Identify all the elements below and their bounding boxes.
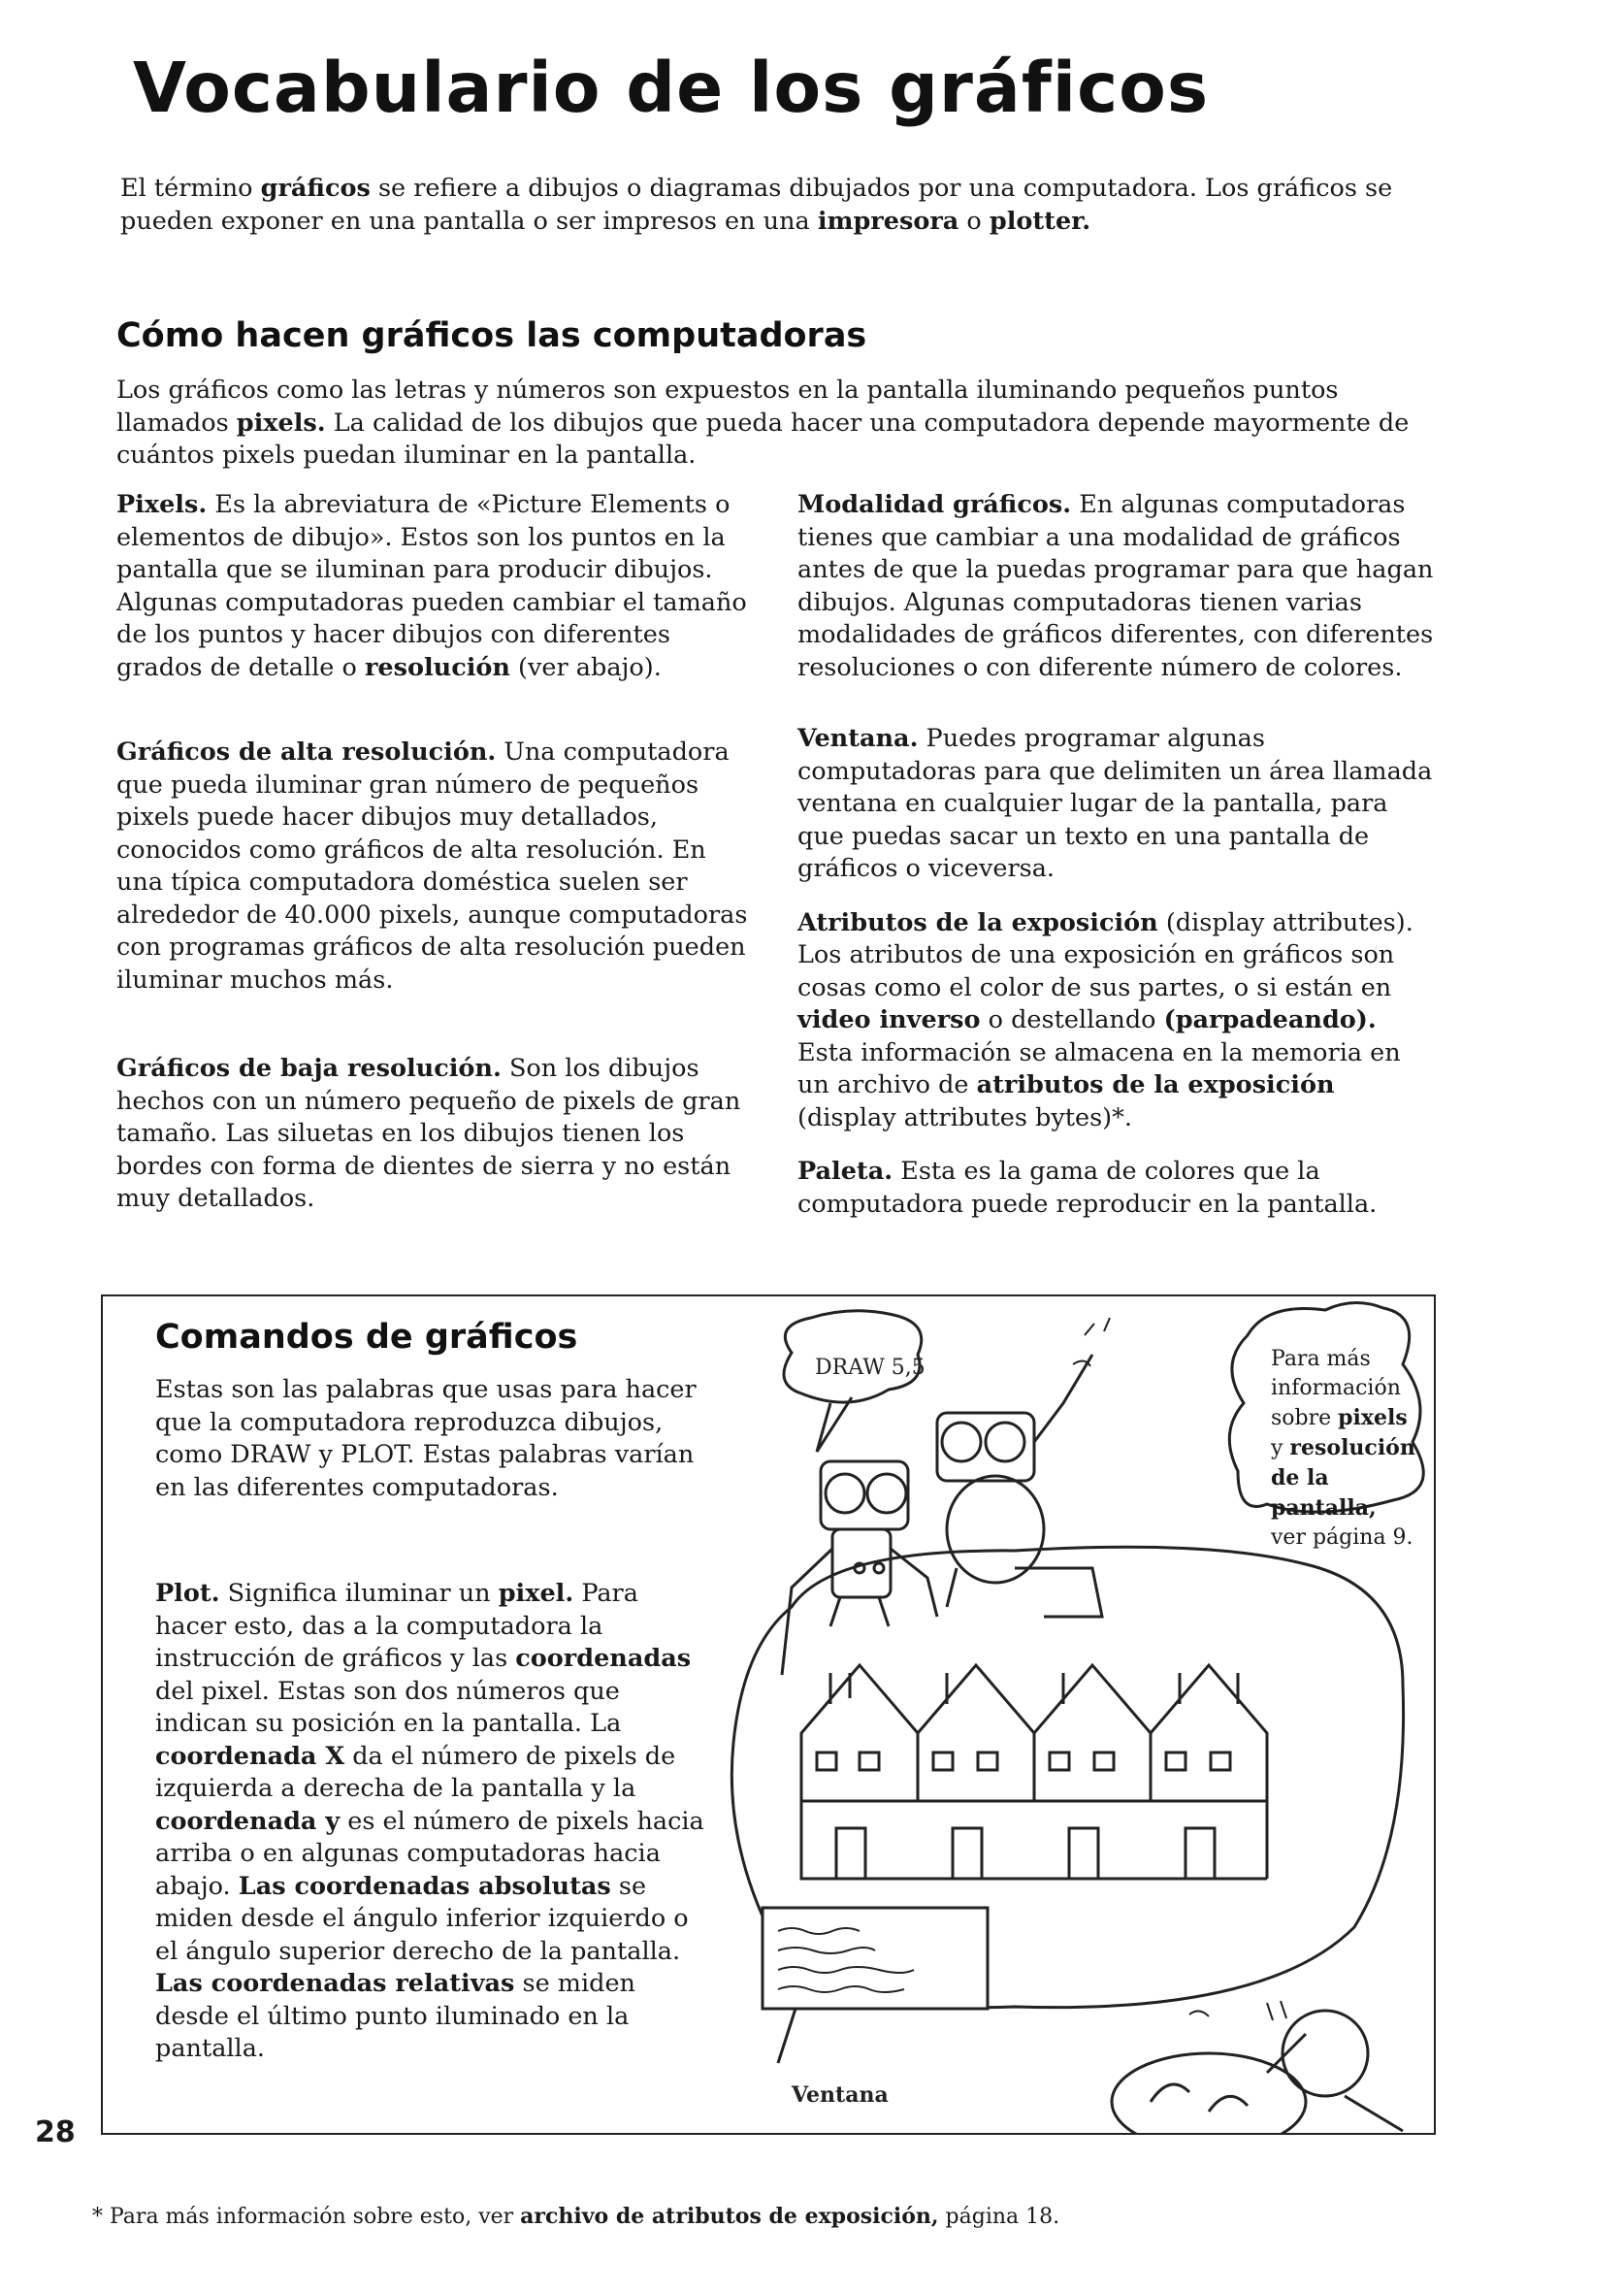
text-run: y bbox=[1271, 1436, 1290, 1460]
text-run: Es la abreviatura de «Picture Elements o elementos de dibujo». Estos son los puntos en la pantalla que se iluminan para producir dibujos. Algunas computadoras pueden cambiar el tamaño de los puntos y hacer dibujos con diferentes grados de detalle o bbox=[116, 490, 747, 682]
text-run: del pixel. Estas son dos números que indican su posición en la pantalla. La bbox=[155, 1676, 622, 1738]
text-run: coordenada X bbox=[155, 1741, 345, 1771]
text-run: Esta es la gama de colores que la computadora puede reproducir en la pantalla. bbox=[797, 1157, 1378, 1219]
footnote bbox=[92, 2201, 1059, 2234]
term-palette bbox=[797, 1156, 1438, 1221]
text-run: Las coordenadas relativas bbox=[155, 1969, 515, 1998]
text-run: La calidad de los dibujos que pueda hacer una computadora depende mayormente de cuántos pixels puedan iluminar en la pantalla. bbox=[116, 408, 1410, 470]
text-run: Atributos de la exposición bbox=[797, 907, 1158, 937]
houses-drawing bbox=[801, 1665, 1267, 1879]
box-heading: Comandos de gráficos bbox=[155, 1318, 578, 1357]
text-run: (display attributes). Los atributos de una exposición en gráficos son cosas como el color de sus partes, o si están en bbox=[797, 907, 1413, 1002]
text-run: (display attributes bytes)*. bbox=[797, 1102, 1132, 1132]
text-run: archivo de atributos de exposición, bbox=[520, 2204, 939, 2229]
text-run: resolución de la pantalla, bbox=[1271, 1435, 1415, 1521]
speech-draw-text: DRAW 5,5 bbox=[815, 1356, 926, 1380]
term-pixels bbox=[116, 489, 757, 684]
text-run: (parpadeando). bbox=[1163, 1005, 1377, 1034]
text-run: video inverso bbox=[797, 1005, 981, 1034]
graphics-commands-box bbox=[101, 1294, 1436, 2135]
term-low-resolution bbox=[116, 1053, 757, 1216]
text-run: Los gráficos como las letras y números son expuestos en la pantalla iluminando pequeños puntos llamados bbox=[116, 376, 1339, 438]
section-heading-how-computers-make-graphics: Cómo hacen gráficos las computadoras bbox=[116, 316, 867, 355]
text-run: se miden desde el último punto iluminado en la pantalla. bbox=[155, 1969, 635, 2063]
text-run: Las coordenadas absolutas bbox=[238, 1871, 611, 1901]
text-run: Para más información sobre bbox=[1271, 1347, 1401, 1430]
term-graphics-mode bbox=[797, 489, 1438, 684]
text-run: Paleta. bbox=[797, 1157, 893, 1186]
info-bubble-text bbox=[1271, 1345, 1416, 1553]
text-run: Gráficos de alta resolución. bbox=[116, 737, 497, 767]
left-column bbox=[116, 489, 757, 1216]
text-run: o destellando bbox=[980, 1005, 1164, 1034]
text-run: Para hacer esto, das a la computadora la instrucción de gráficos y las bbox=[155, 1579, 638, 1673]
text-run: pixel. bbox=[498, 1579, 574, 1608]
text-run: se refiere a dibujos o diagramas dibujados por una computadora. Los gráficos se pueden exponer en una pantalla o ser impresos en una bbox=[120, 174, 1393, 236]
right-column bbox=[797, 489, 1438, 1221]
text-run: Gráficos de baja resolución. bbox=[116, 1054, 502, 1083]
window-area bbox=[763, 1908, 988, 2009]
text-run: coordenada y bbox=[155, 1806, 341, 1836]
window-label: Ventana bbox=[792, 2082, 889, 2108]
painter-figure bbox=[1112, 2011, 1403, 2133]
text-run: Ventana. bbox=[797, 724, 919, 753]
text-run: plotter. bbox=[989, 206, 1091, 236]
robot-right bbox=[937, 1355, 1102, 1617]
text-run: En algunas computadoras tienes que cambiar a una modalidad de gráficos antes de que la puedas programar para que hagan dibujos. Algunas computadoras tienen varias modalidades de gráficos diferentes, con diferentes resoluciones o con diferente número de colores. bbox=[797, 490, 1434, 682]
text-run: impresora bbox=[817, 206, 959, 236]
text-run: Estas son las palabras que usas para hacer que la computadora reproduzca dibujos, como DRAW y PLOT. Estas palabras varían en las diferentes computadoras. bbox=[155, 1375, 697, 1502]
text-run: ver página 9. bbox=[1271, 1525, 1413, 1550]
text-run: pixels bbox=[1338, 1405, 1408, 1430]
text-run: se miden desde el ángulo inferior izquierdo o el ángulo superior derecho de la pantalla. bbox=[155, 1871, 689, 1966]
term-high-resolution bbox=[116, 737, 757, 997]
page-number: 28 bbox=[35, 2115, 76, 2149]
text-run: coordenadas bbox=[515, 1644, 692, 1673]
section-intro-text bbox=[116, 375, 1436, 473]
text-run: atributos de la exposición bbox=[976, 1070, 1335, 1099]
intro-paragraph bbox=[120, 173, 1420, 238]
text-run: gráficos bbox=[260, 174, 371, 203]
text-run: Puedes programar algunas computadoras para que delimiten un área llamada ventana en cualquier lugar de la pantalla, para que puedas sacar un texto en una pantalla de gráficos o viceversa. bbox=[797, 724, 1433, 883]
term-window bbox=[797, 723, 1438, 886]
page-title: Vocabulario de los gráficos bbox=[133, 48, 1210, 128]
text-run: da el número de pixels de izquierda a derecha de la pantalla y la bbox=[155, 1741, 676, 1803]
text-run: resolución bbox=[364, 652, 510, 682]
text-run: * Para más información sobre esto, ver bbox=[92, 2205, 521, 2229]
text-run: Significa iluminar un bbox=[219, 1579, 499, 1608]
text-run: Son los dibujos hechos con un número pequeño de pixels de gran tamaño. Las siluetas en los dibujos tienen los bordes con forma de dientes de sierra y no están muy detallados. bbox=[116, 1054, 741, 1213]
text-run: pixels. bbox=[236, 408, 326, 438]
text-run: El término bbox=[120, 174, 261, 203]
text-run: o bbox=[958, 206, 990, 236]
robot-left bbox=[782, 1461, 937, 1675]
text-run: Esta información se almacena en la memoria en un archivo de bbox=[797, 1037, 1401, 1099]
box-intro-text bbox=[155, 1374, 698, 1504]
term-display-attributes bbox=[797, 907, 1438, 1135]
text-run: es el número de pixels hacia arriba o en algunas computadoras hacia abajo. bbox=[155, 1806, 704, 1901]
text-run: Una computadora que pueda iluminar gran número de pequeños pixels puede hacer dibujos muy detallados, conocidos como gráficos de alta resolución. En una típica computadora doméstica suelen ser alrededor de 40.000 pixels, aunque computadoras con programas gráficos de alta resolución pueden iluminar muchos más. bbox=[116, 737, 748, 995]
text-run: Modalidad gráficos. bbox=[797, 490, 1072, 519]
text-run: (ver abajo). bbox=[509, 652, 662, 682]
text-run: Plot. bbox=[155, 1579, 220, 1608]
text-run: página 18. bbox=[938, 2205, 1060, 2229]
text-run: Pixels. bbox=[116, 490, 208, 519]
plot-definition bbox=[155, 1578, 708, 2066]
